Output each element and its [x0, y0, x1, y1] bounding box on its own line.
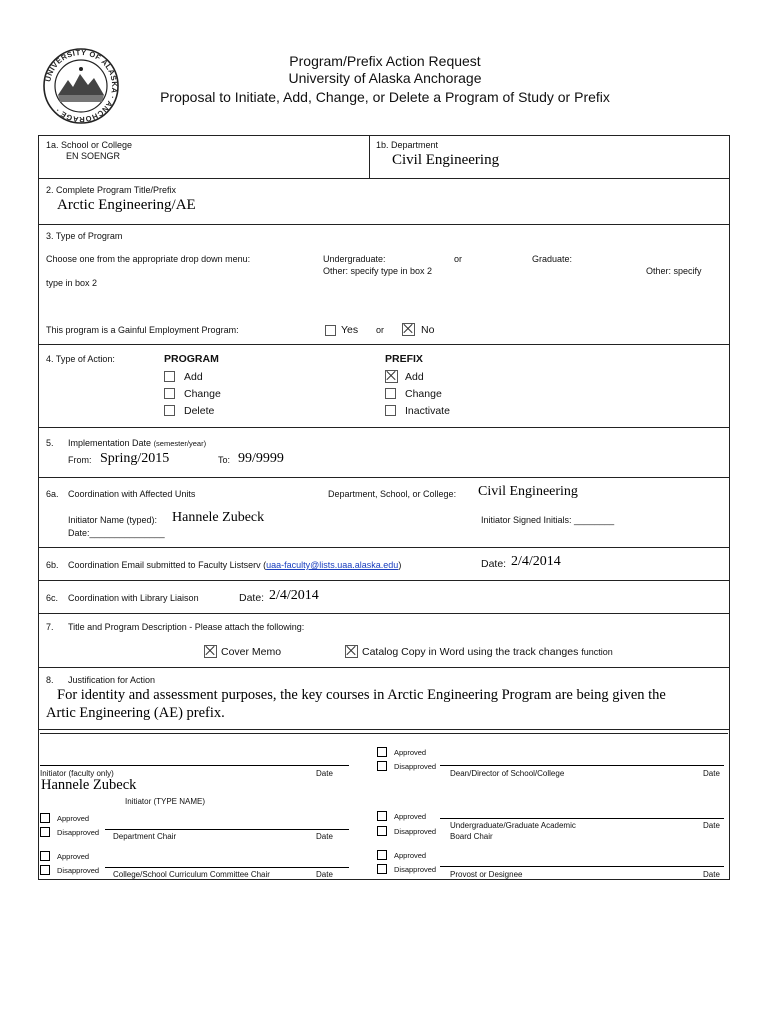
initiator-name-label: Initiator Name (typed):: [68, 515, 158, 525]
program-change-label: Change: [184, 388, 221, 400]
justification-label: Justification for Action: [68, 675, 156, 685]
section5-number: 5.: [46, 438, 54, 448]
gainful-no-label: No: [421, 324, 435, 336]
board-approved-checkbox[interactable]: [377, 811, 387, 821]
dean-label: Dean/Director of School/College: [450, 769, 565, 778]
type-in-box2-text: type in box 2: [46, 278, 98, 288]
type-of-action-label: 4. Type of Action:: [46, 354, 115, 364]
library-date-label: Date:: [239, 592, 265, 604]
provost-disapproved-checkbox[interactable]: [377, 864, 387, 874]
school-college-value[interactable]: EN SOENGR: [66, 151, 121, 161]
initiator-signature-label: Initiator (faculty only): [40, 769, 114, 778]
cover-memo-checkbox[interactable]: [204, 645, 217, 658]
implementation-date-label: Implementation Date (semester/year): [68, 438, 207, 448]
provost-approved-label: Approved: [394, 851, 427, 860]
gainful-employment-label: This program is a Gainful Employment Program:: [46, 325, 239, 335]
dept-chair-date-label: Date: [316, 832, 333, 841]
justification-line2[interactable]: Artic Engineering (AE) prefix.: [46, 705, 225, 721]
email-date-label: Date:: [481, 558, 507, 570]
gainful-yes-checkbox[interactable]: [325, 325, 336, 336]
section6c-number: 6c.: [46, 593, 59, 603]
board-approved-label: Approved: [394, 812, 427, 821]
department-label: 1b. Department: [376, 140, 439, 150]
prefix-add-label: Add: [405, 371, 424, 383]
to-value[interactable]: 99/9999: [238, 451, 284, 466]
initiator-typed-name[interactable]: Hannele Zubeck: [41, 777, 137, 793]
initiator-initials-field[interactable]: Initiator Signed Initials: ________: [481, 515, 615, 525]
board-disapproved-label: Disapproved: [394, 827, 437, 836]
prefix-heading: PREFIX: [385, 353, 423, 365]
library-liaison-label: Coordination with Library Liaison: [68, 593, 199, 603]
committee-chair-label: College/School Curriculum Committee Chair: [113, 870, 270, 879]
dept-approved-label: Approved: [57, 814, 90, 823]
type-of-program-label: 3. Type of Program: [46, 231, 123, 241]
dept-school-college-value[interactable]: Civil Engineering: [478, 484, 578, 499]
program-add-label: Add: [184, 371, 203, 383]
committee-disapproved-label: Disapproved: [57, 866, 100, 875]
section6a-number: 6a.: [46, 489, 59, 499]
coordination-units-label: Coordination with Affected Units: [68, 489, 196, 499]
gainful-or-text: or: [376, 325, 385, 335]
dean-disapproved-checkbox[interactable]: [377, 761, 387, 771]
program-heading: PROGRAM: [164, 353, 219, 365]
library-date-value[interactable]: 2/4/2014: [269, 588, 319, 603]
email-coordination-text: Coordination Email submitted to Faculty Listserv (uaa-faculty@lists.uaa.alaska.edu): [68, 560, 402, 570]
initiator-date-field[interactable]: Date:_______________: [68, 528, 165, 538]
program-title-value[interactable]: Arctic Engineering/AE: [57, 197, 196, 213]
dept-disapproved-checkbox[interactable]: [40, 827, 50, 837]
prefix-change-checkbox[interactable]: [385, 388, 396, 399]
department-value[interactable]: Civil Engineering: [392, 152, 500, 168]
dean-approved-label: Approved: [394, 748, 427, 757]
dean-disapproved-label: Disapproved: [394, 762, 437, 771]
other-specify-label: Other: specify: [646, 266, 702, 276]
dept-chair-label: Department Chair: [113, 832, 177, 841]
program-delete-checkbox[interactable]: [164, 405, 175, 416]
program-title-label: 2. Complete Program Title/Prefix: [46, 185, 177, 195]
committee-date-label: Date: [316, 870, 333, 879]
prefix-inactivate-label: Inactivate: [405, 405, 450, 417]
school-college-label: 1a. School or College: [46, 140, 133, 150]
prefix-inactivate-checkbox[interactable]: [385, 405, 396, 416]
faculty-listserv-link[interactable]: uaa-faculty@lists.uaa.alaska.edu: [266, 560, 399, 570]
program-delete-label: Delete: [184, 405, 215, 417]
from-label: From:: [68, 455, 92, 465]
dept-approved-checkbox[interactable]: [40, 813, 50, 823]
dean-approved-checkbox[interactable]: [377, 747, 387, 757]
graduate-label[interactable]: Graduate:: [532, 254, 573, 264]
initiator-type-name-label: Initiator (TYPE NAME): [125, 797, 206, 806]
gainful-no-checkbox[interactable]: [402, 323, 415, 336]
section6b-number: 6b.: [46, 560, 59, 570]
email-date-value[interactable]: 2/4/2014: [511, 554, 561, 569]
committee-approved-label: Approved: [57, 852, 90, 861]
form-title: Program/Prefix Action Request: [289, 53, 481, 69]
section7-number: 7.: [46, 622, 54, 632]
catalog-copy-checkbox[interactable]: [345, 645, 358, 658]
dean-date-label: Date: [703, 769, 720, 778]
undergraduate-label[interactable]: Undergraduate:: [323, 254, 386, 264]
svg-text:UNIVERSITY OF ALASKA · ANCHORA: UNIVERSITY OF ALASKA · ANCHORAGE ·: [43, 47, 120, 125]
to-label: To:: [218, 455, 231, 465]
from-value[interactable]: Spring/2015: [100, 451, 170, 466]
program-change-checkbox[interactable]: [164, 388, 175, 399]
board-label-line1: Undergraduate/Graduate Academic: [450, 821, 576, 830]
committee-disapproved-checkbox[interactable]: [40, 865, 50, 875]
dept-disapproved-label: Disapproved: [57, 828, 100, 837]
provost-disapproved-label: Disapproved: [394, 865, 437, 874]
board-label-line2: Board Chair: [450, 832, 493, 841]
title-description-label: Title and Program Description - Please attach the following:: [68, 622, 305, 632]
initiator-date-label: Date: [316, 769, 333, 778]
provost-date-label: Date: [703, 870, 720, 879]
provost-approved-checkbox[interactable]: [377, 850, 387, 860]
form-subtitle: Proposal to Initiate, Add, Change, or Delete a Program of Study or Prefix: [160, 89, 610, 105]
choose-dropdown-text: Choose one from the appropriate drop down menu:: [46, 254, 251, 264]
justification-line1[interactable]: For identity and assessment purposes, the key courses in Arctic Engineering Program are being given the: [57, 687, 666, 703]
section8-number: 8.: [46, 675, 54, 685]
university-name: University of Alaska Anchorage: [288, 70, 482, 86]
cover-memo-label: Cover Memo: [221, 646, 282, 658]
or-text: or: [454, 254, 463, 264]
initiator-name-value[interactable]: Hannele Zubeck: [172, 510, 265, 525]
board-disapproved-checkbox[interactable]: [377, 826, 387, 836]
prefix-add-checkbox[interactable]: [385, 370, 398, 383]
committee-approved-checkbox[interactable]: [40, 851, 50, 861]
other-specify-box2: Other: specify type in box 2: [323, 266, 433, 276]
program-add-checkbox[interactable]: [164, 371, 175, 382]
dept-school-college-label: Department, School, or College:: [328, 489, 457, 499]
board-date-label: Date: [703, 821, 720, 830]
catalog-copy-label: Catalog Copy in Word using the track changes function: [362, 646, 613, 658]
prefix-change-label: Change: [405, 388, 442, 400]
gainful-yes-label: Yes: [341, 324, 359, 336]
provost-label: Provost or Designee: [450, 870, 523, 879]
